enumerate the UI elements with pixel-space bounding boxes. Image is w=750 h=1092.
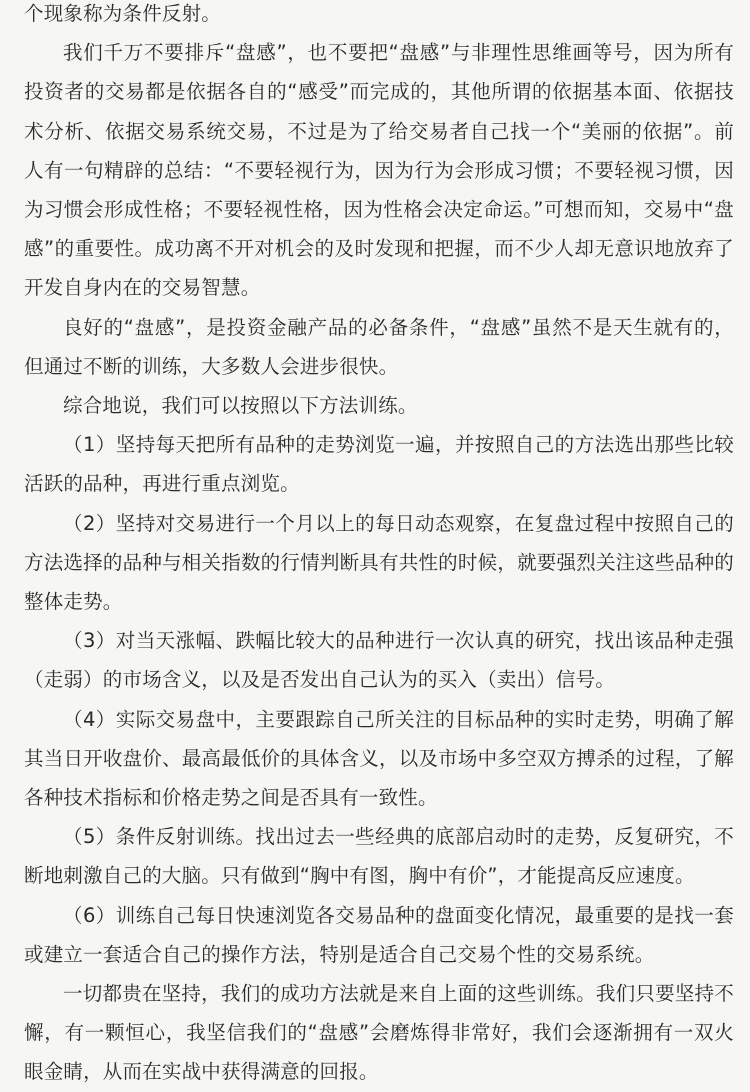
paragraph-3: 良好的“盘感”，是投资金融产品的必备条件，“盘感”虽然不是天生就有的，但通过不断的训练，大多数人会进步很快。: [24, 315, 734, 378]
list-item-5: （5）条件反射训练。找出过去一些经典的底部启动时的走势，反复研究，不断地刺激自己的大脑。只有做到“胸中有图，胸中有价”，才能提高反应速度。: [24, 825, 734, 888]
paragraph-4: 综合地说，我们可以按照以下方法训练。: [63, 394, 418, 418]
document-body: [24, 0, 734, 1092]
list-item-2: （2）坚持对交易进行一个月以上的每日动态观察，在复盘过程中按照自己的方法选择的品种与相关指数的行情判断具有共性的时候，就要强烈关注这些品种的整体走势。: [24, 511, 734, 614]
list-item-3: （3）对当天涨幅、跌幅比较大的品种进行一次认真的研究，找出该品种走强（走弱）的市场含义，以及是否发出自己认为的买入（卖出）信号。: [24, 629, 734, 692]
list-item-1: （1）坚持每天把所有品种的走势浏览一遍，并按照自己的方法选出那些比较活跃的品种，再进行重点浏览。: [24, 433, 734, 496]
paragraph-1: 个现象称为条件反射。: [24, 2, 222, 25]
list-item-6: （6）训练自己每日快速浏览各交易品种的盘面变化情况，最重要的是找一套或建立一套适合自己的操作方法，特别是适合自己交易个性的交易系统。: [24, 903, 734, 966]
paragraph-2: 我们千万不要排斥“盘感”，也不要把“盘感”与非理性思维画等号，因为所有投资者的交易都是依据各自的“感受”而完成的，其他所谓的依据基本面、依据技术分析、依据交易系统交易，不过是为了给交易者自己找一个“美丽的依据”。前人有一句精辟的总结：“不要轻视行为，因为行为会形成习惯；不要轻视习惯，因为习惯会形成性格；不要轻视性格，因为性格会决定命运。”可想而知，交易中“盘感”的重要性。成功离不开对机会的及时发现和把握，而不少人却无意识地放弃了开发自身内在的交易智慧。: [24, 41, 734, 300]
list-item-4: （4）实际交易盘中，主要跟踪自己所关注的目标品种的实时走势，明确了解其当日开收盘价、最高最低价的具体含义，以及市场中多空双方搏杀的过程，了解各种技术指标和价格走势之间是否具有一致性。: [24, 707, 734, 810]
paragraph-final: 一切都贵在坚持，我们的成功方法就是来自上面的这些训练。我们只要坚持不懈，有一颗恒心，我坚信我们的“盘感”会磨炼得非常好，我们会逐渐拥有一双火眼金睛，从而在实战中获得满意的回报。: [24, 982, 734, 1084]
